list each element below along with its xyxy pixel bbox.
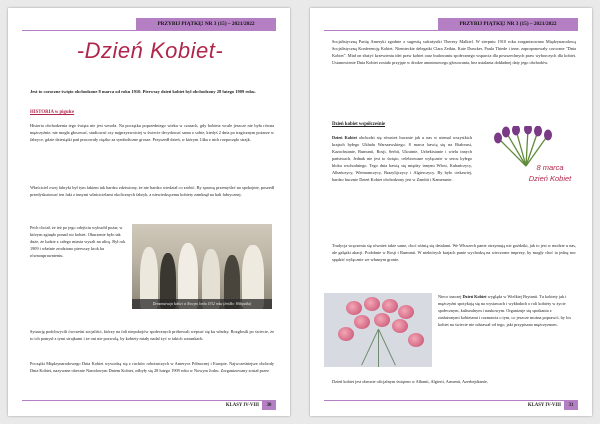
paragraph-2: Właściciel owej fabryki był tym faktem tak bardzo zdziwiony, że nie bardzo wiedział co zrobić. By sprawę przemyśleć na spokojnie, poszedł przedyskutować ten fakt z innymi właścicielami okolicznych fabryk, a niewiedzącemu kobiety zamknął na hali fabrycznej. xyxy=(30,185,274,197)
footer-label: KLASY IV-VIII xyxy=(225,403,259,408)
paragraph-4-text: wygląda w Wielkiej Brytanii. Tu kobiety jak i mężczyźni spotykają się na wystawach i wykładach o roli kobiety w życie społecznym, kulturalnym i naukowym. Organizuje się spotkania z zasłużonymi kobietami i rozmawia o tym, co jeszcze można poprawić, by los kobiet na świecie nie odstawał od tego, jaki przypisano mężczyznom. xyxy=(438,294,572,327)
tulips-image xyxy=(476,126,576,188)
paragraph-2-text: obchodzi się również hucznie jak u nas w niemal wszystkich krajach byłego Układu Warszawskiego. 8 marca bawią się na Białorusi, Kazachstanie, Rumunii, Rosji, Serbii, Ukrainie, Uzbekistanie i wielu innych państwach. Jednak nie jest to święto, celebrowane wyłącznie w sercu byłego bloku wschodniego. Tego dnia bawią się między innymi Włosi, Kubańczycy, Albańczycy, Wietnamczycy, Brazylijczycy i Algierczycy. By było ciekawiej, bardzo hucznie Dzień Kobiet obchodzony jest w Zambii i Kamerunie. xyxy=(332,135,472,182)
tulips-text-title: Dzień Kobiet xyxy=(528,174,572,183)
paragraph-4 xyxy=(438,293,574,328)
paragraph-1: Socjalistyczną Partię Ameryki zgodnie z sugestią sufrażystki Theresy Malkiel. W sierpniu 1910 roku zorganizowano Międzynarodową Socjalistyczną Konferencję Kobiet. Niemieckie delegatki Clara Zetkin, Kate Duncker, Paula Thiede i inne, zaproponowały coroczne "Dnia Kobiet". Miał on służyć krzewieniu idei praw kobiet oraz budowaniu społecznego wsparcia dla powszechnych praw wyborczych dla kobiet. Ustanowienie Dnia Kobiet zostało przyjęte w drodze anonimowego głosowania, bez ustalania dokładnej daty jego obchodów. xyxy=(332,39,576,65)
historical-photo xyxy=(132,224,272,309)
paragraph-1: Historia obchodzenia tego święta nie jest wesoła. Na początku poprzedniego wieku w czasach, gdy kobieta wcale jeszcze nie była równa mężczyźnie, nie mogła głosować, studiować czy najprzyzwoiciej w świecie decydować sama o sobie, kiedyś 2 dnia po tragicznym pożarze w fabryce, gdzie dziesiątki pań pracowały ciężko za symboliczne grosze. Przyszedł dzień, w którym 14ka z nich rozpoczęło strajk. xyxy=(30,123,274,142)
page-footer xyxy=(226,401,276,410)
paragraph-3: Tradycja wręczenia się również takie same, choć różnią się detalami. We Włoszech panie otrzymują nie goździki, jak to jest w modzie u nas, ale gałązki akacji. Podobnie w Rosji i Rumunii. W niektórych krajach panie wychodzą na wieczorne imprezy, by mogły choć ta jedną noc spędzić wyłącznie we własnym gronie. xyxy=(332,243,576,262)
paragraph-4: Sytuację podchwycili ówcześni socjaliści, którzy na fali niepokojów społecznych próbowali wepsuć się ku władzy. Rozgłosili po świecie, że to ich pomysł z tymi strajkami i że oni nie pozwolą, by kobiety miały nadal żyć w takich warunkach. xyxy=(30,329,274,341)
page-header: PRZYBIJ PIĄTKĘ! NR 3 (15) – 2021/2022 xyxy=(136,18,276,30)
paragraph-5: Początki Międzynarodowego Dnia Kobiet wywodzą się z ruchów robotniczych w Ameryce Północnej i Europie. Najwcześniejsze obchody Dnia Kobiet, nazywane obecnie Narodowym Dniem Kobiet, odbyły się 28 lutego 1909 roku w Nowym Jorku. Zorganizowany został przez xyxy=(30,361,274,373)
paragraph-4-lead: Dzień Kobiet xyxy=(462,294,487,299)
article-title: -Dzień Kobiet- xyxy=(76,38,224,63)
paragraph-5: Dzień kobiet jest obecnie oficjalnym świętem w Albanii, Algierii, Armenii, Azerbejdżanie, xyxy=(332,379,488,384)
header-divider xyxy=(22,30,276,31)
paragraph-3: Pech chciał, że też po jego odejściu wybuchł pożar, w którym zginęło ponad sto kobiet. Oburzenie było tak duże, że ludzie z całego miasta wyszli na ulicę. Był rok 1909 i właśnie zrodziono pierwszy krok ku równouprawnieniu. xyxy=(30,225,126,258)
tulips-text-date: 8 marca xyxy=(536,163,564,172)
right-page xyxy=(310,8,592,416)
page-footer xyxy=(528,401,578,410)
header-divider xyxy=(324,30,578,31)
paragraph-2-lead: Dzień Kobiet xyxy=(332,135,357,140)
page-number: 30 xyxy=(262,401,276,410)
photo-caption: Demonstracja kobiet w Nowym Jorku 1912 roku (źródło: Wikipedia) xyxy=(132,299,272,309)
page-header: PRZYBIJ PIĄTKĘ! NR 3 (15) – 2021/2022 xyxy=(438,18,578,30)
left-page xyxy=(8,8,290,416)
footer-label: KLASY IV-VIII xyxy=(527,403,561,408)
intro-text: Jest to coroczne święto obchodzone 8 marca od roku 1910. Pierwszy dzień kobiet był obchodzony 28 lutego 1909 roku. xyxy=(30,89,256,94)
paragraph-4-intro: Nieco inaczej xyxy=(438,294,462,299)
section-heading-history: HISTORIA w pigułce xyxy=(30,110,75,115)
section-heading-today: Dzień kobiet współcześnie xyxy=(332,122,386,127)
carnations-image xyxy=(324,293,432,367)
page-number: 31 xyxy=(564,401,578,410)
